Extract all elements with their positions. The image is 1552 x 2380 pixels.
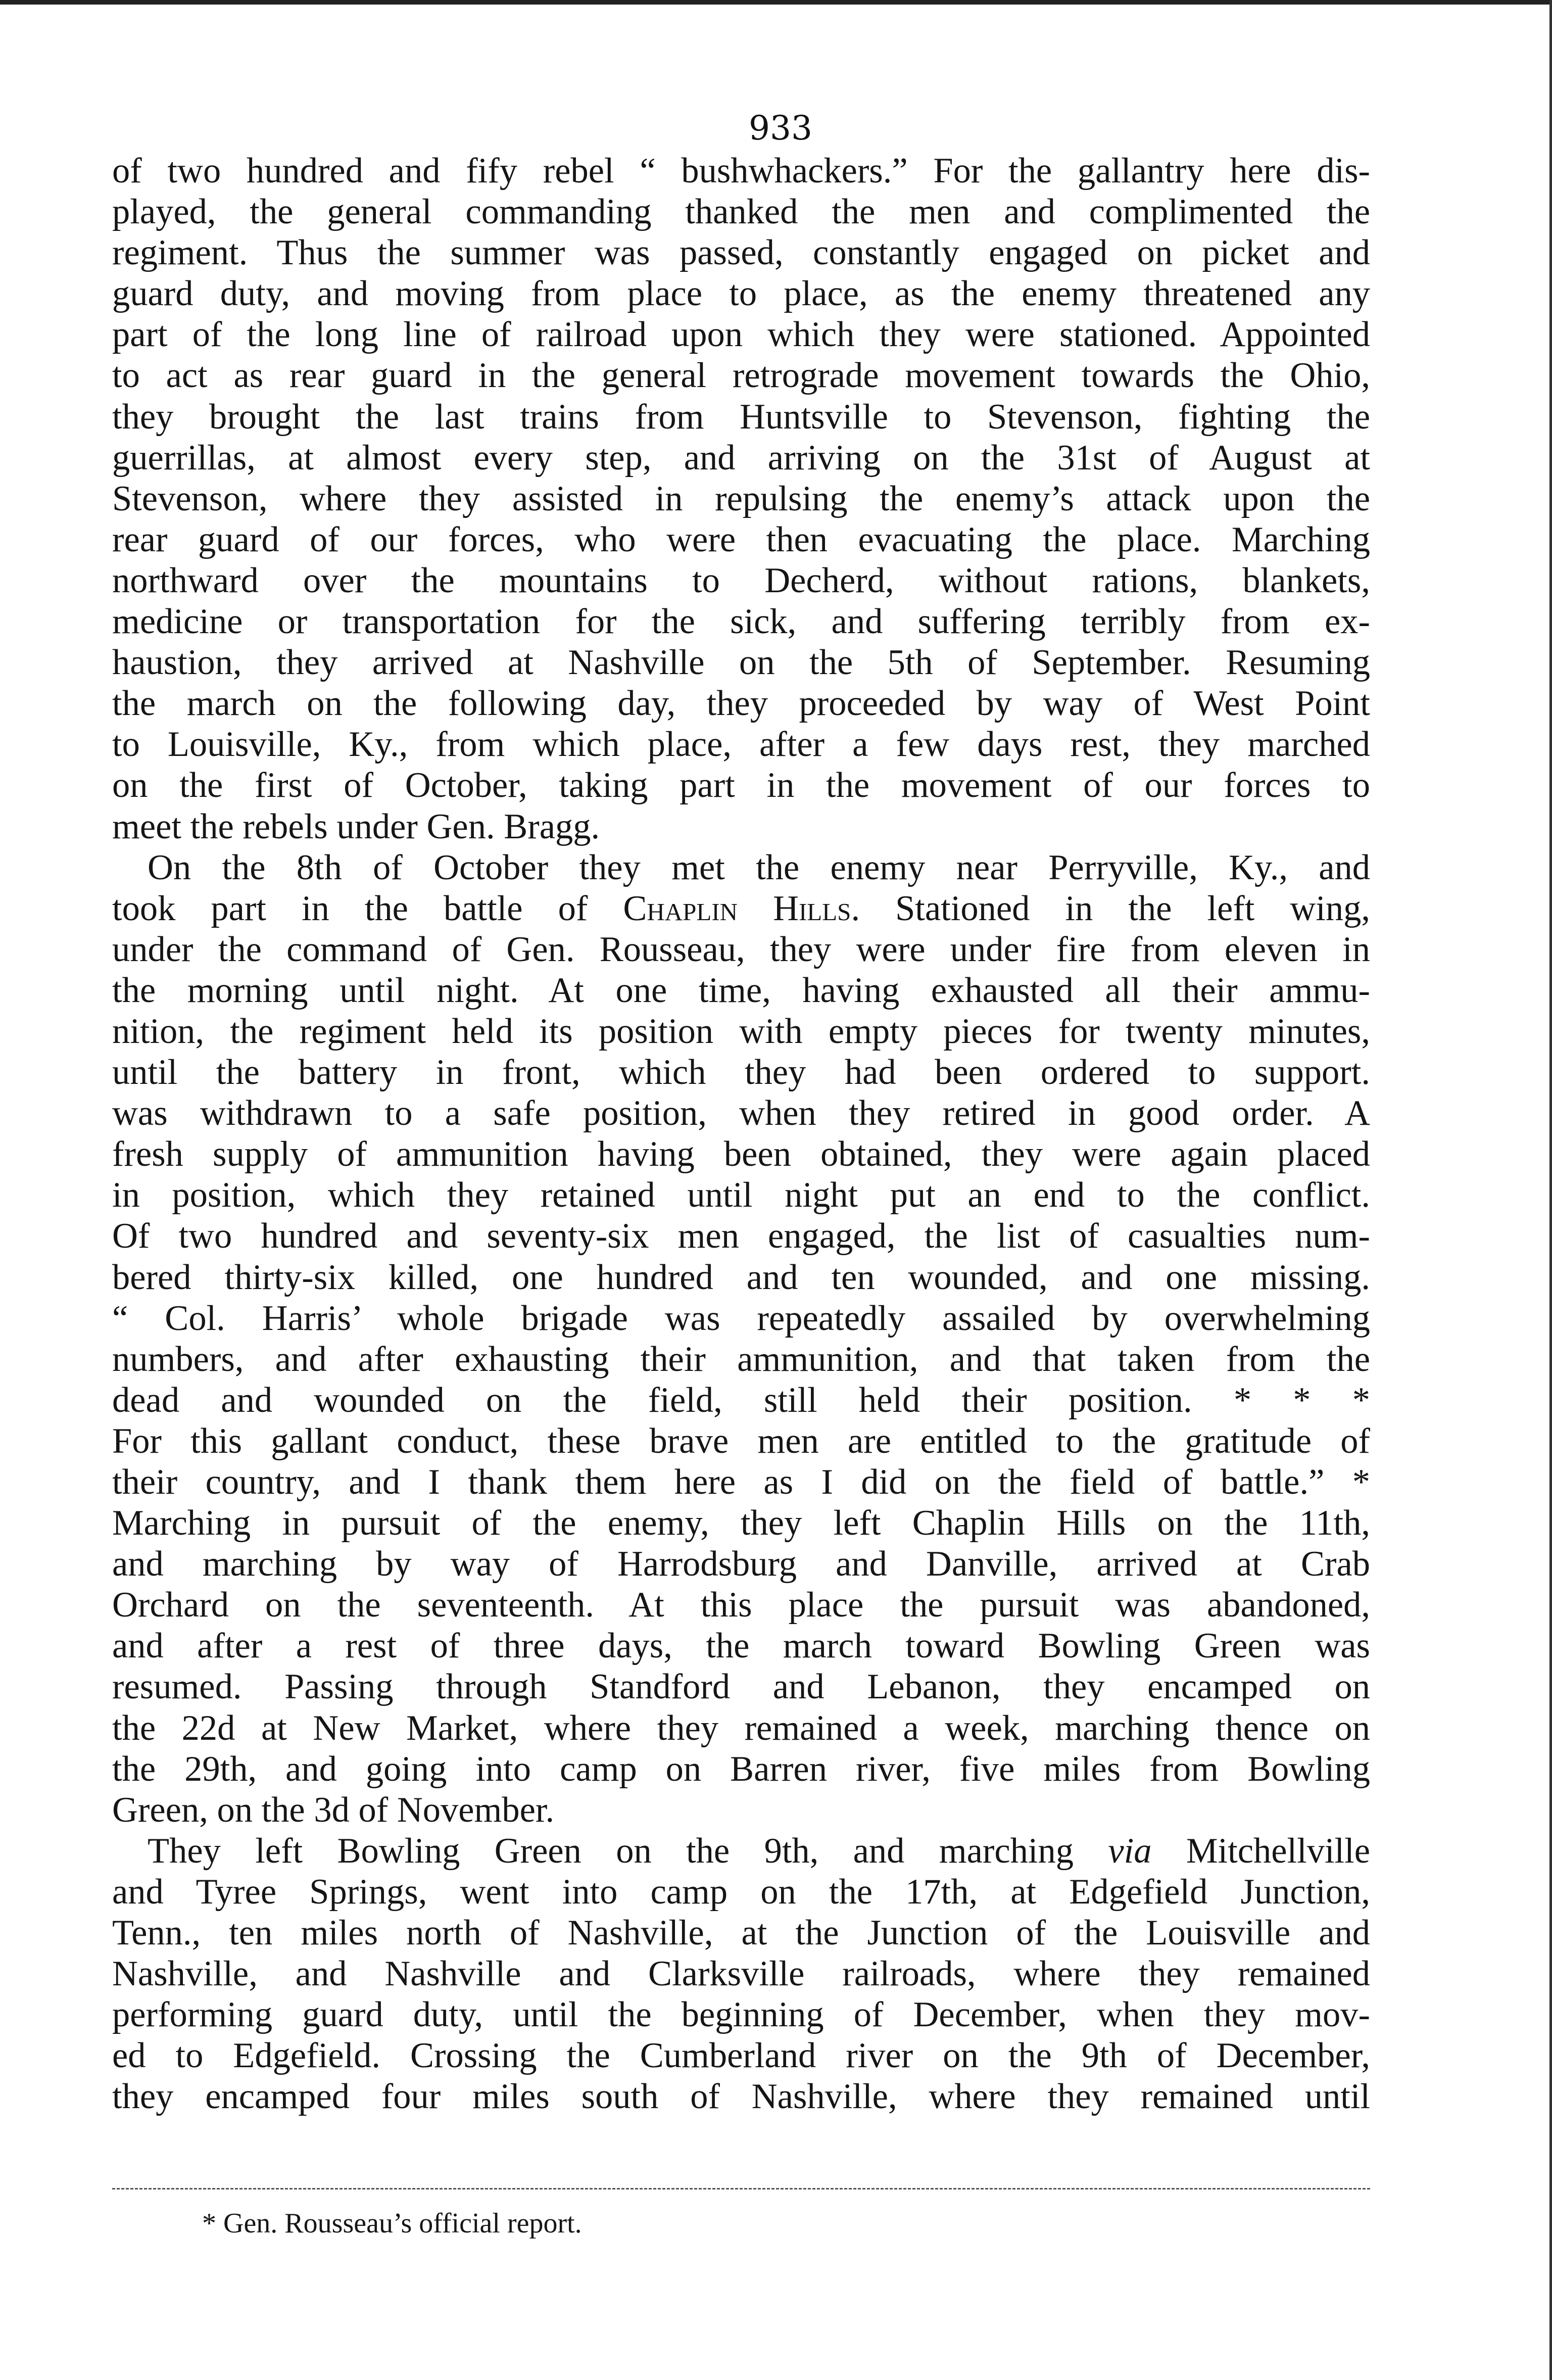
- text-line: played, the general commanding thanked the men and complimented the: [112, 192, 1370, 232]
- text-segment: They left Bowling Green on the 9th, and marching: [148, 1831, 1108, 1871]
- text-line: they brought the last trains from Huntsville to Stevenson, fighting the: [112, 397, 1370, 437]
- text-line: Stevenson, where they assisted in repulsing the enemy’s attack upon the: [112, 479, 1370, 518]
- text-line: Tenn., ten miles north of Nashville, at the Junction of the Louisville and: [112, 1913, 1370, 1953]
- text-line: performing guard duty, until the beginning of December, when they mov-: [112, 1995, 1370, 2035]
- text-line: under the command of Gen. Rousseau, they were under fire from eleven in: [112, 929, 1370, 969]
- text-line: bered thirty-six killed, one hundred and ten wounded, and one missing.: [112, 1257, 1370, 1297]
- text-line: regiment. Thus the summer was passed, constantly engaged on picket and: [112, 233, 1370, 273]
- footnote-divider: [112, 2188, 1370, 2189]
- text-line: until the battery in front, which they had been ordered to support.: [112, 1053, 1370, 1092]
- text-line: [112, 888, 1370, 929]
- text-line: “ Col. Harris’ whole brigade was repeatedly assailed by overwhelming: [112, 1298, 1370, 1338]
- text-line: on the first of October, taking part in the movement of our forces to: [112, 766, 1370, 805]
- text-line: rear guard of our forces, who were then evacuating the place. Marching: [112, 519, 1370, 559]
- battle-name: Chaplin Hills: [623, 888, 851, 928]
- text-line: For this gallant conduct, these brave men are entitled to the gratitude of: [112, 1421, 1370, 1461]
- text-line: guerrillas, at almost every step, and arriving on the 31st of August at: [112, 438, 1370, 478]
- text-line: Nashville, and Nashville and Clarksville railroads, where they remained: [112, 1954, 1370, 1994]
- text-line: and marching by way of Harrodsburg and Danville, arrived at Crab: [112, 1544, 1370, 1584]
- italic-word: via: [1108, 1831, 1152, 1871]
- text-line: they encamped four miles south of Nashville, where they remained until: [112, 2077, 1370, 2117]
- text-line: meet the rebels under Gen. Bragg.: [112, 806, 600, 846]
- text-line: in position, which they retained until night put an end to the conflict.: [112, 1175, 1370, 1215]
- text-line: and Tyree Springs, went into camp on the 17th, at Edgefield Junction,: [112, 1872, 1370, 1912]
- text-line: resumed. Passing through Standford and Lebanon, they encamped on: [112, 1667, 1370, 1707]
- text-line: numbers, and after exhausting their ammunition, and that taken from the: [112, 1339, 1370, 1379]
- text-line: the march on the following day, they proceeded by way of West Point: [112, 684, 1370, 724]
- text-segment: . Stationed in the left wing,: [851, 888, 1371, 928]
- right-border-rule: [1549, 0, 1552, 2380]
- text-line: part of the long line of railroad upon which they were stationed. Appointed: [112, 315, 1370, 355]
- text-line: to Louisville, Ky., from which place, after a few days rest, they marched: [112, 725, 1370, 765]
- text-line: ed to Edgefield. Crossing the Cumberland river on the 9th of December,: [112, 2036, 1370, 2076]
- text-segment: Mitchellville: [1151, 1831, 1370, 1871]
- text-line: haustion, they arrived at Nashville on the 5th of September. Resuming: [112, 643, 1370, 683]
- text-line: Marching in pursuit of the enemy, they left Chaplin Hills on the 11th,: [112, 1503, 1370, 1543]
- text-segment: took part in the battle of: [112, 888, 623, 928]
- text-line: Green, on the 3d of November.: [112, 1790, 555, 1830]
- text-line: the 29th, and going into camp on Barren river, five miles from Bowling: [112, 1749, 1370, 1789]
- body-text: [112, 151, 1370, 2118]
- text-line: of two hundred and fify rebel “ bushwhackers.” For the gallantry here dis-: [112, 151, 1370, 191]
- text-line: northward over the mountains to Decherd, without rations, blankets,: [112, 560, 1370, 600]
- text-line: nition, the regiment held its position with empty pieces for twenty minutes,: [112, 1011, 1370, 1051]
- footnote: * Gen. Rousseau’s official report.: [202, 2208, 582, 2239]
- text-line: the morning until night. At one time, having exhausted all their ammu-: [112, 970, 1370, 1010]
- text-line: [112, 1831, 1370, 1872]
- text-line: guard duty, and moving from place to place, as the enemy threatened any: [112, 274, 1370, 314]
- top-border-rule: [0, 0, 1552, 5]
- text-line: their country, and I thank them here as I did on the field of battle.” *: [112, 1462, 1370, 1502]
- page-number: 933: [749, 109, 812, 148]
- text-line: was withdrawn to a safe position, when they retired in good order. A: [112, 1093, 1370, 1133]
- text-line: On the 8th of October they met the enemy near Perryville, Ky., and: [148, 847, 1370, 887]
- text-line: fresh supply of ammunition having been obtained, they were again placed: [112, 1134, 1370, 1174]
- text-line: Orchard on the seventeenth. At this place the pursuit was abandoned,: [112, 1585, 1370, 1625]
- text-line: the 22d at New Market, where they remained a week, marching thence on: [112, 1708, 1370, 1748]
- text-line: to act as rear guard in the general retrograde movement towards the Ohio,: [112, 356, 1370, 396]
- text-line: medicine or transportation for the sick, and suffering terribly from ex-: [112, 602, 1370, 642]
- text-line: dead and wounded on the field, still held their position. * * *: [112, 1380, 1370, 1420]
- text-line: Of two hundred and seventy-six men engaged, the list of casualties num-: [112, 1216, 1370, 1256]
- text-line: and after a rest of three days, the march toward Bowling Green was: [112, 1626, 1370, 1666]
